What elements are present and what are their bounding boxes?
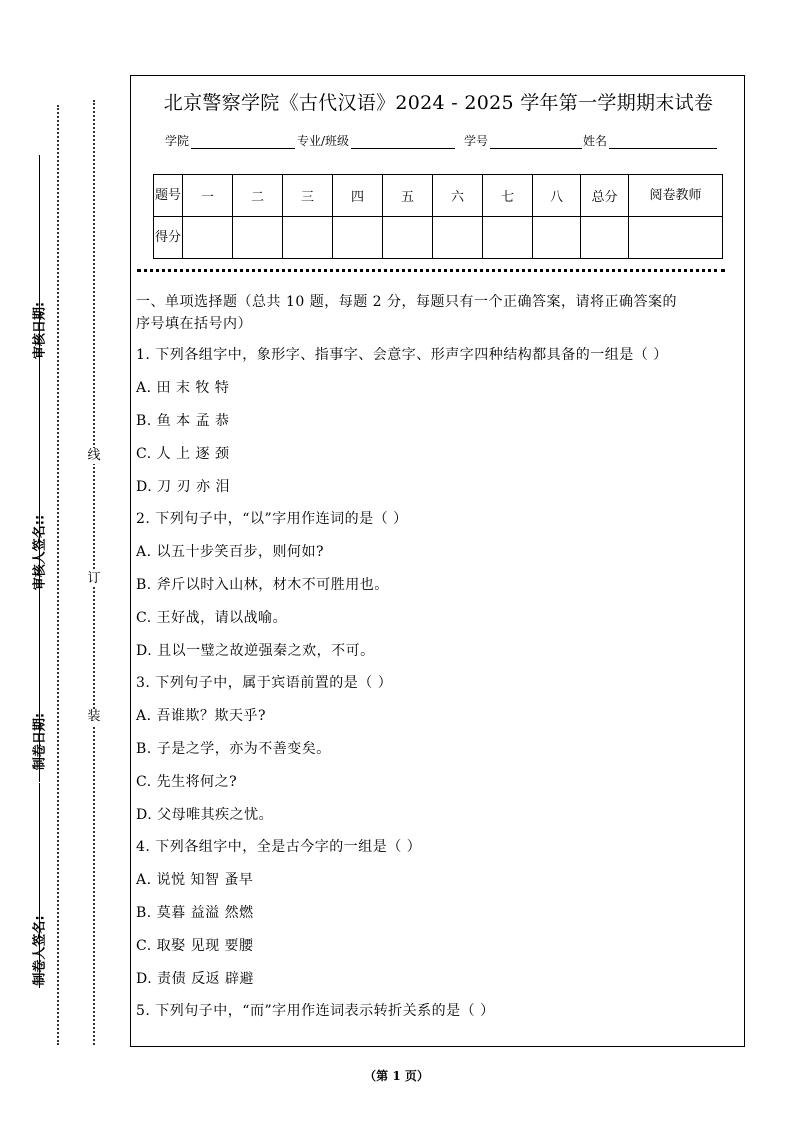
score-header-cell: 八 [533,175,581,217]
student-id-field[interactable] [490,134,582,149]
score-header-cell: 六 [433,175,483,217]
score-header-cell: 总分 [581,175,629,217]
separator-dotted [137,269,725,272]
name-field[interactable] [609,134,717,149]
option-line: D. 刀 刃 亦 泪 [136,479,230,495]
score-table-score-row [154,217,723,259]
option-line: D. 责债 反返 辟避 [136,971,255,987]
score-cell[interactable] [533,217,581,259]
review-date-label: 审核日期: [32,301,48,360]
binding-mark-install: 装 [87,709,101,724]
score-cell[interactable] [333,217,383,259]
score-table [153,174,723,259]
info-name [583,132,717,149]
reviewer-signature-label: 审核人签名:: [32,514,48,591]
option-line: B. 子是之学，亦为不善变矣。 [136,741,331,757]
section-intro-line: 一、单项选择题（总共 10 题，每题 2 分，每题只有一个正确答案，请将正确答案的 [136,294,678,310]
question-line: 3. 下列句子中，属于宾语前置的是（ ） [136,675,393,691]
option-line: B. 斧斤以时入山林，材木不可胜用也。 [136,577,389,593]
question-line: 2. 下列句子中，“以”字用作连词的是（ ） [136,511,408,527]
section-intro-line: 序号填在括号内） [136,316,252,332]
student-id-label: 学号 [464,134,489,148]
page-number: （第 1 页） [364,1069,429,1083]
question-line: 5. 下列句子中，“而”字用作连词表示转折关系的是（ ） [136,1003,495,1019]
paper-date-label: 制卷日期: [32,712,48,771]
score-cell[interactable] [629,217,723,259]
score-cell[interactable] [433,217,483,259]
option-line: D. 且以一璧之故逆强秦之欢，不可。 [136,643,375,659]
question-line: 4. 下列各组字中，全是古今字的一组是（ ） [136,839,422,855]
score-header-cell: 二 [233,175,283,217]
question-line: 1. 下列各组字中，象形字、指事字、会意字、形声字四种结构都具备的一组是（ ） [136,347,668,363]
option-line: B. 鱼 本 孟 恭 [136,413,230,429]
major-class-label: 专业/班级 [297,134,350,148]
score-header-cell: 一 [183,175,233,217]
option-line: C. 取娶 见现 要腰 [136,938,254,954]
college-label: 学院 [165,134,190,148]
option-line: C. 先生将何之? [136,774,238,790]
score-cell[interactable] [233,217,283,259]
score-cell[interactable] [581,217,629,259]
option-line: C. 王好战，请以战喻。 [136,610,288,626]
score-header-cell: 七 [483,175,533,217]
info-college [165,132,295,149]
binding-mark-order: 订 [87,571,101,586]
score-header-cell: 四 [333,175,383,217]
score-cell[interactable] [183,217,233,259]
option-line: A. 田 末 牧 特 [136,380,230,396]
college-field[interactable] [191,134,295,149]
score-header-cell: 五 [383,175,433,217]
option-line: C. 人 上 逐 颈 [136,446,230,462]
score-table-header-row [154,175,723,217]
score-header-cell: 题号 [154,175,183,217]
option-line: D. 父母唯其疾之忧。 [136,807,274,823]
name-label: 姓名 [583,134,608,148]
cut-dotted-line [57,105,59,1045]
option-line: A. 以五十步笑百步，则何如? [136,544,325,560]
info-student-id [464,132,582,149]
option-line: A. 吾谁欺？欺天乎? [136,708,267,724]
option-line: A. 说悦 知智 蚤早 [136,872,254,888]
exam-title: 北京警察学院《古代汉语》2024 - 2025 学年第一学期期末试卷 [163,92,714,114]
exam-paper [130,75,745,1047]
info-major [297,132,455,149]
score-cell[interactable] [383,217,433,259]
major-class-field[interactable] [351,134,455,149]
score-header-cell: 阅卷教师 [629,175,723,217]
option-line: B. 莫暮 益溢 然燃 [136,905,254,921]
binding-mark-line: 线 [87,448,101,463]
paper-maker-signature-label: 制卷人签名: [32,915,48,986]
score-cell[interactable] [283,217,333,259]
score-header-cell: 三 [283,175,333,217]
score-row-label: 得分 [154,217,183,259]
score-cell[interactable] [483,217,533,259]
